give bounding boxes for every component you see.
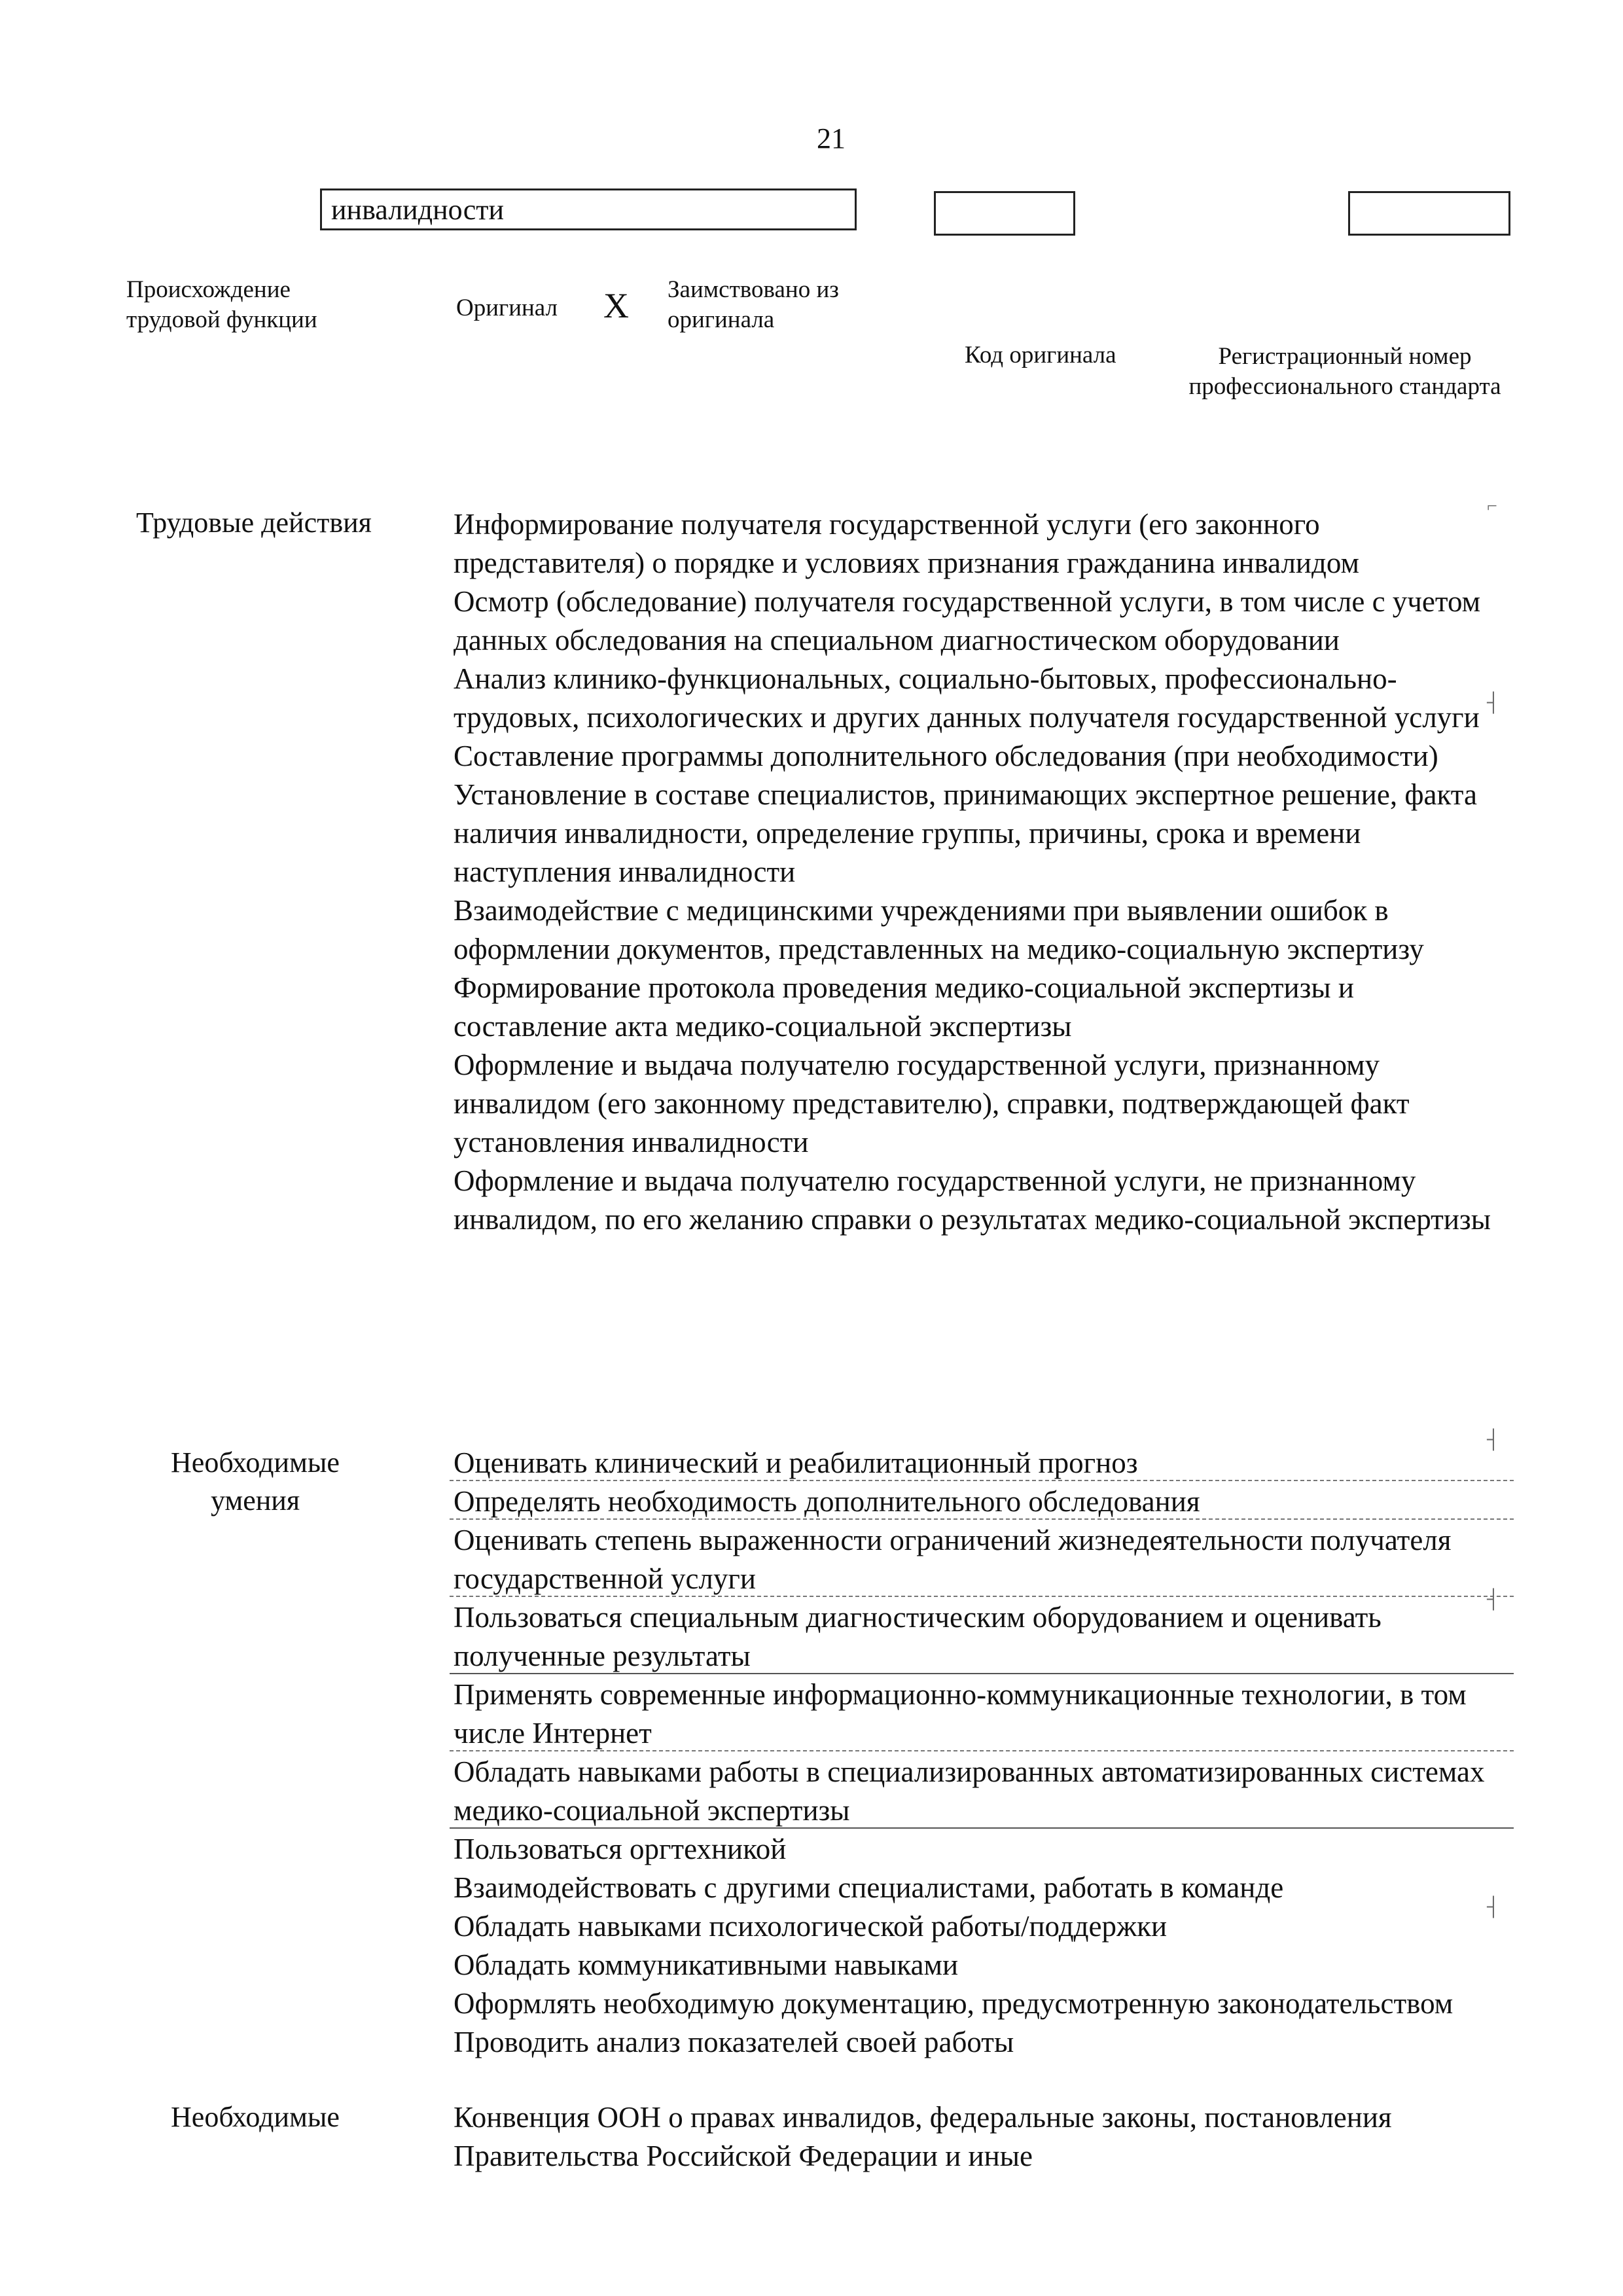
- skills-list: [454, 1444, 1501, 2062]
- borrowed-label: Заимствовано из оригинала: [668, 276, 839, 333]
- list-item: Оценивать клинический и реабилитационный прогноз: [454, 1444, 1501, 1482]
- list-item: Формирование протокола проведения медико-социальной экспертизы и составление акта медико-социальной экспертизы: [454, 971, 1354, 1043]
- function-name-text: инвалидности: [331, 194, 505, 226]
- page-number: 21: [817, 122, 846, 154]
- labor-actions-list: [454, 505, 1501, 1239]
- list-item: Обладать коммуникативными навыками: [454, 1948, 959, 1981]
- list-item: Пользоваться специальным диагностическим оборудованием и оценивать полученные результаты: [454, 1598, 1501, 1676]
- section-label-skills: Необходимые умения: [171, 1446, 340, 1516]
- list-item: Проводить анализ показателей своей работы: [454, 2026, 1014, 2058]
- list-item: Определять необходимость дополнительного обследования: [454, 1482, 1501, 1521]
- list-item: Составление программы дополнительного обследования (при необходимости): [454, 740, 1438, 772]
- section-label-knowledge: Необходимые: [171, 2101, 340, 2133]
- list-item: Осмотр (обследование) получателя государственной услуги, в том числе с учетом данных обследования на специальном диагностическом оборудовании: [454, 585, 1481, 656]
- original-label: Оригинал: [456, 295, 558, 321]
- scan-tick-mark: ┤: [1487, 692, 1500, 713]
- code-box: [1348, 191, 1510, 236]
- list-item: Оформление и выдача получателю государственной услуги, признанному инвалидом (его законному представителю), справки, подтверждающей факт установления инвалидности: [454, 1049, 1410, 1158]
- function-name-box: [320, 188, 857, 230]
- scan-tick-mark: ┤: [1487, 1589, 1500, 1609]
- original-mark: X: [603, 286, 629, 325]
- list-item: Обладать навыками работы в специализированных автоматизированных системах медико-социальной экспертизы: [454, 1753, 1501, 1830]
- list-item: Оформление и выдача получателю государственной услуги, не признанному инвалидом, по его желанию справки о результатах медико-социальной экспертизы: [454, 1164, 1491, 1236]
- list-item: Анализ клинико-функциональных, социально-бытовых, профессионально-трудовых, психологических и других данных получателя государственной услуги: [454, 662, 1480, 734]
- level-box: [934, 191, 1075, 236]
- list-item: Оформлять необходимую документацию, предусмотренную законодательством: [454, 1987, 1454, 2020]
- list-item: Взаимодействие с медицинскими учреждениями при выявлении ошибок в оформлении документов, представленных на медико-социальную экспертизу: [454, 894, 1424, 965]
- list-item: Конвенция ООН о правах инвалидов, федеральные законы, постановления Правительства Российской Федерации и иные: [454, 2101, 1392, 2172]
- list-item: Установление в составе специалистов, принимающих экспертное решение, факта наличия инвалидности, определение группы, причины, срока и времени наступления инвалидности: [454, 778, 1477, 888]
- origin-label: Происхождение трудовой функции: [126, 276, 317, 333]
- reg-number-label: Регистрационный номер профессионального стандарта: [1188, 343, 1501, 400]
- scan-tick-mark: ⌐: [1487, 496, 1497, 516]
- list-item: Обладать навыками психологической работы/поддержки: [454, 1910, 1168, 1943]
- scan-tick-mark: ┤: [1487, 1897, 1500, 1917]
- list-item: Взаимодействовать с другими специалистами, работать в команде: [454, 1871, 1284, 1904]
- section-label-labor-actions: Трудовые действия: [136, 507, 372, 539]
- scan-tick-mark: ┤: [1487, 1429, 1500, 1450]
- list-item: Применять современные информационно-коммуникационные технологии, в том числе Интернет: [454, 1676, 1501, 1753]
- code-original-label: Код оригинала: [965, 342, 1116, 368]
- knowledge-list: [454, 2098, 1501, 2176]
- list-item: Оценивать степень выраженности ограничений жизнедеятельности получателя государственной услуги: [454, 1521, 1501, 1598]
- list-item: Информирование получателя государственной услуги (его законного представителя) о порядке и условиях признания гражданина инвалидом: [454, 508, 1360, 579]
- list-item: Пользоваться оргтехникой: [454, 1833, 787, 1865]
